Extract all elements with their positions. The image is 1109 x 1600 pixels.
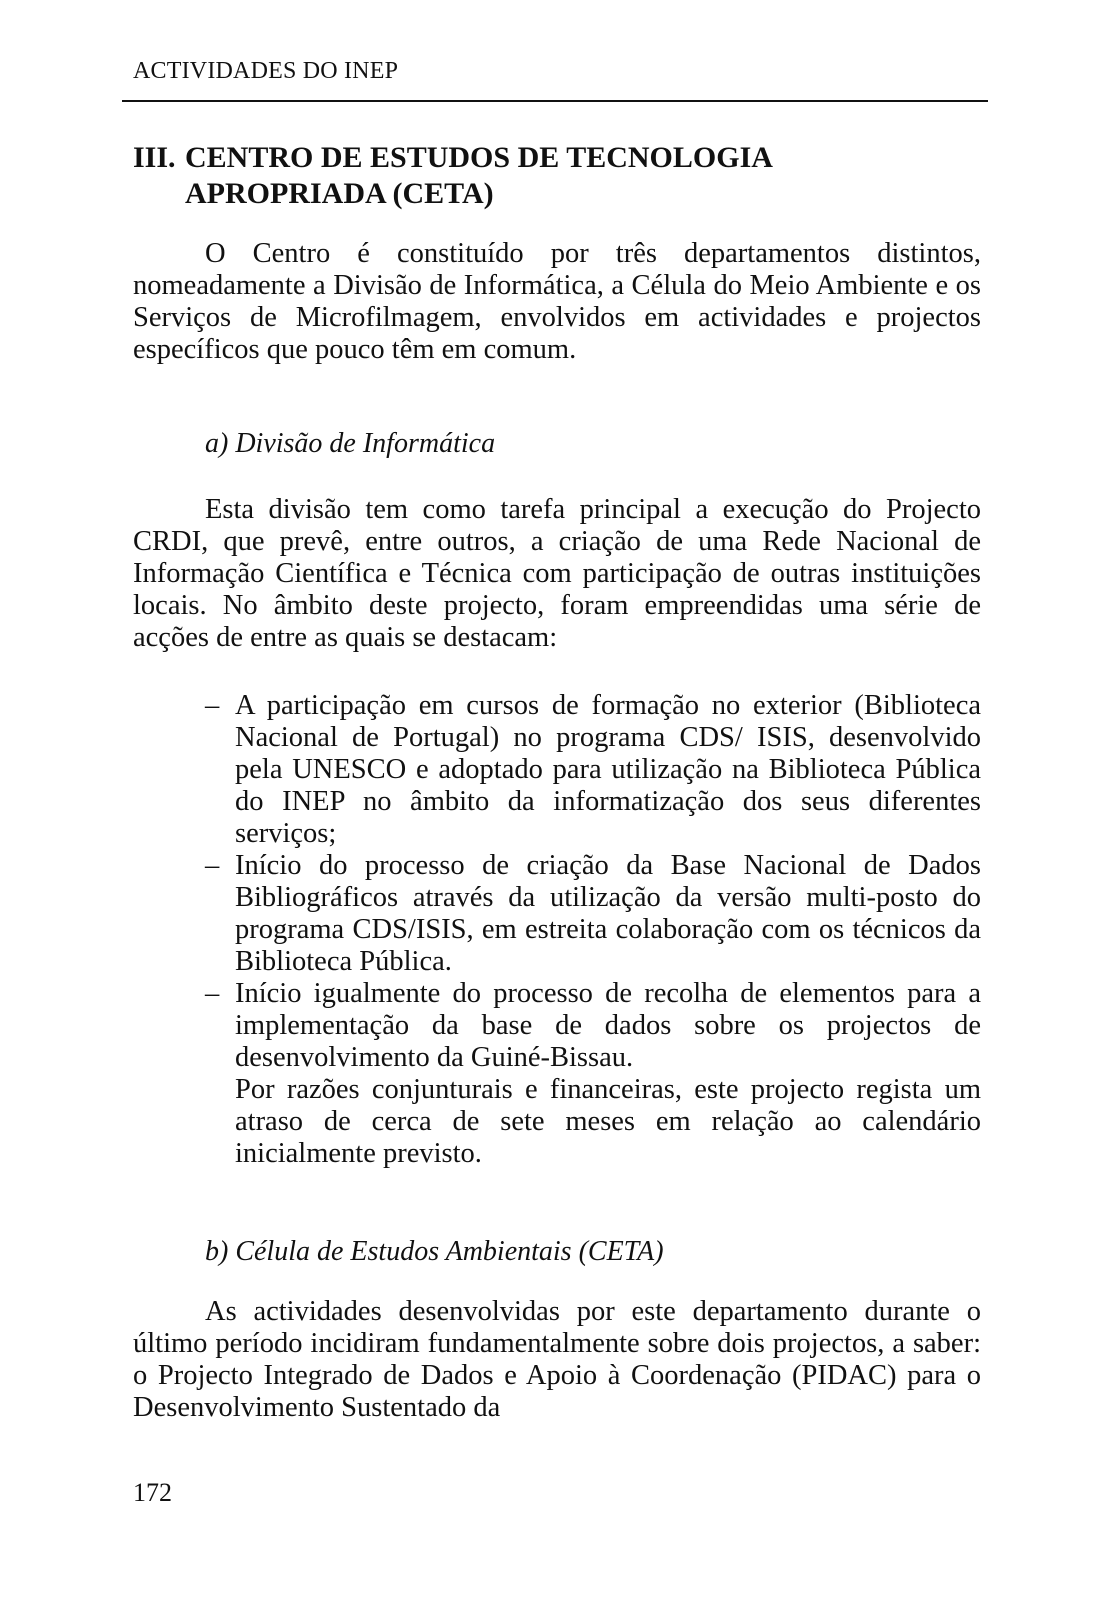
subsection-b-heading: b) Célula de Estudos Ambientais (CETA): [205, 1236, 664, 1267]
subsection-b-paragraph: As actividades desenvolvidas por este departamento durante o último período incidiram fundamentalmente sobre dois projectos, a saber: o Projecto Integrado de Dados e Apoio à Coordenação (PIDAC) para o Desenvolvimento Sustentado da: [133, 1296, 981, 1423]
list-item-text: Início igualmente do processo de recolha de elementos para a implementação da base de dados sobre os projectos de desenvolvimento da Guiné-Bissau.: [235, 978, 981, 1073]
page-number: 172: [133, 1478, 172, 1507]
section-title-line1: CENTRO DE ESTUDOS DE TECNOLOGIA: [185, 141, 773, 174]
list-note: Por razões conjunturais e financeiras, este projecto regista um atraso de cerca de sete meses em relação ao calendário inicialmente previsto.: [235, 1074, 981, 1169]
subsection-a-heading: a) Divisão de Informática: [205, 428, 496, 459]
dash-marker: –: [205, 850, 220, 881]
dash-marker: –: [205, 690, 220, 721]
list-item: [205, 850, 981, 978]
list-item-text: Início do processo de criação da Base Nacional de Dados Bibliográficos através da utilização da versão multi-posto do programa CDS/ISIS, em estreita colaboração com os técnicos da Biblioteca Pública.: [235, 850, 981, 977]
dash-marker: –: [205, 978, 220, 1009]
section-intro-paragraph: O Centro é constituído por três departamentos distintos, nomeadamente a Divisão de Informática, a Célula do Meio Ambiente e os Serviços de Microfilmagem, envolvidos em actividades e projectos específicos que pouco têm em comum.: [133, 238, 981, 365]
running-header: ACTIVIDADES DO INEP: [133, 58, 399, 84]
list-item: [205, 690, 981, 850]
subsection-a-paragraph: Esta divisão tem como tarefa principal a execução do Projecto CRDI, que prevê, entre outros, a criação de uma Rede Nacional de Informação Científica e Técnica com participação de outras instituições locais. No âmbito deste projecto, foram empreendidas uma série de acções de entre as quais se destacam:: [133, 494, 981, 653]
subsection-a-list: [205, 690, 981, 1170]
section-number: III.: [133, 141, 176, 174]
list-item: [205, 978, 981, 1074]
section-title: [133, 140, 773, 212]
section-title-line2: APROPRIADA (CETA): [185, 177, 494, 210]
list-item-text: A participação em cursos de formação no exterior (Biblioteca Nacional de Portugal) no programa CDS/ ISIS, desenvolvido pela UNESCO e adoptado para utilização na Biblioteca Pública do INEP no âmbito da informatização dos seus diferentes serviços;: [235, 690, 981, 849]
header-rule: [122, 100, 988, 102]
